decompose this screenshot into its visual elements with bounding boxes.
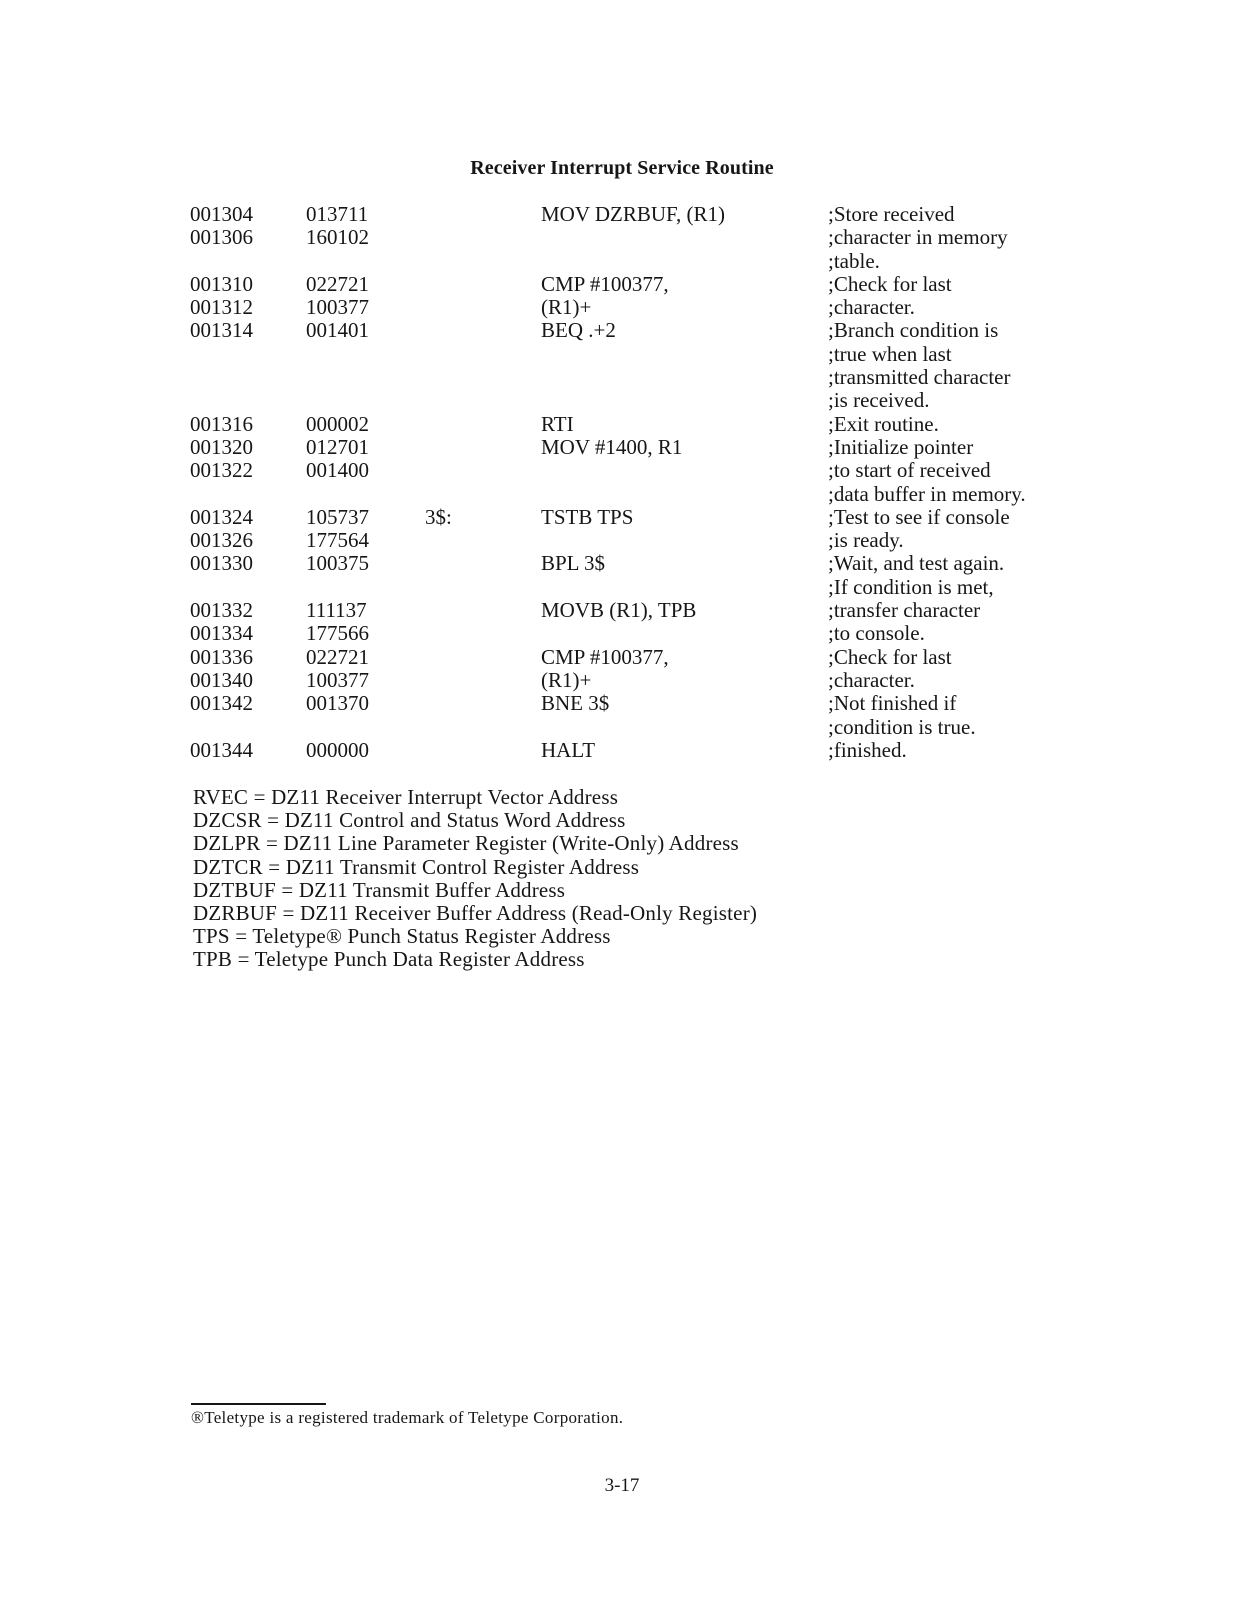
page-number: 3-17 <box>604 1475 640 1496</box>
instruction: CMP #100377, <box>541 644 669 669</box>
address: 001316 <box>190 411 253 436</box>
definition-line: TPS = Teletype® Punch Status Register Address <box>193 924 611 949</box>
label: 3$: <box>425 504 452 529</box>
octal-code: 001370 <box>306 691 369 716</box>
listing-row <box>0 483 1244 506</box>
comment: ;character. <box>828 667 915 692</box>
instruction: BNE 3$ <box>541 691 610 716</box>
definition-line: DZLPR = DZ11 Line Parameter Register (Write-Only) Address <box>193 831 739 856</box>
address: 001304 <box>190 202 253 226</box>
octal-code: 001401 <box>306 318 369 343</box>
listing-row <box>0 250 1244 273</box>
address: 001326 <box>190 528 253 553</box>
address: 001330 <box>190 551 253 576</box>
octal-code: 100375 <box>306 551 369 576</box>
octal-code: 105737 <box>306 504 369 529</box>
comment: ;is ready. <box>828 528 904 553</box>
listing-row <box>0 669 1244 692</box>
octal-code: 001400 <box>306 458 369 483</box>
listing-row <box>0 622 1244 645</box>
instruction: (R1)+ <box>541 667 592 692</box>
comment: ;table. <box>828 248 880 273</box>
listing-row <box>0 646 1244 669</box>
octal-code: 100377 <box>306 295 369 320</box>
address: 001334 <box>190 621 253 646</box>
address: 001314 <box>190 318 253 343</box>
comment: ;condition is true. <box>828 714 976 739</box>
comment: ;character. <box>828 295 915 320</box>
comment: ;finished. <box>828 737 907 762</box>
page-title: Receiver Interrupt Service Routine <box>470 157 774 179</box>
definition-line: DZTCR = DZ11 Transmit Control Register Address <box>193 854 640 879</box>
comment: ;Not finished if <box>828 691 957 716</box>
comment: ;is received. <box>828 388 930 413</box>
listing-row <box>0 599 1244 622</box>
octal-code: 100377 <box>306 667 369 692</box>
comment: ;transmitted character <box>828 365 1011 390</box>
footnote-rule <box>191 1403 326 1405</box>
definition-line: RVEC = DZ11 Receiver Interrupt Vector Address <box>193 785 619 809</box>
symbol-definitions <box>193 786 757 972</box>
listing-row <box>0 203 1244 226</box>
instruction: HALT <box>541 737 596 762</box>
comment: ;Exit routine. <box>828 411 939 436</box>
listing-row <box>0 552 1244 575</box>
instruction: TSTB TPS <box>541 504 634 529</box>
instruction: CMP #100377, <box>541 271 669 296</box>
address: 001310 <box>190 271 253 296</box>
octal-code: 177564 <box>306 528 369 553</box>
comment: ;Initialize pointer <box>828 434 974 459</box>
instruction: BPL 3$ <box>541 551 605 576</box>
definition-line: TPB = Teletype Punch Data Register Address <box>193 947 585 972</box>
octal-code: 022721 <box>306 644 369 669</box>
listing-row <box>0 296 1244 319</box>
octal-code: 160102 <box>306 225 369 250</box>
address: 001336 <box>190 644 253 669</box>
instruction: MOV DZRBUF, (R1) <box>541 202 726 226</box>
listing-row <box>0 389 1244 412</box>
address: 001324 <box>190 504 253 529</box>
octal-code: 000002 <box>306 411 369 436</box>
comment: ;Branch condition is <box>828 318 999 343</box>
comment: ;to start of received <box>828 458 991 483</box>
comment: ;character in memory <box>828 225 1008 250</box>
listing-row <box>0 319 1244 342</box>
listing-row <box>0 436 1244 459</box>
listing-row <box>0 413 1244 436</box>
address: 001332 <box>190 598 253 623</box>
listing-row <box>0 576 1244 599</box>
listing-row <box>0 716 1244 739</box>
footnote: ®Teletype is a registered trademark of Teletype Corporation. <box>191 1408 624 1427</box>
listing-row <box>0 739 1244 762</box>
definition-line: DZRBUF = DZ11 Receiver Buffer Address (Read-Only Register) <box>193 901 758 926</box>
comment: ;If condition is met, <box>828 574 994 599</box>
octal-code: 111137 <box>306 598 367 623</box>
listing-row <box>0 366 1244 389</box>
address: 001320 <box>190 434 253 459</box>
address: 001322 <box>190 458 253 483</box>
instruction: MOVB (R1), TPB <box>541 598 697 623</box>
address: 001340 <box>190 667 253 692</box>
address: 001344 <box>190 737 253 762</box>
address: 001306 <box>190 225 253 250</box>
address: 001312 <box>190 295 253 320</box>
comment: ;Store received <box>828 202 955 226</box>
octal-code: 012701 <box>306 434 369 459</box>
instruction: MOV #1400, R1 <box>541 434 683 459</box>
listing-row <box>0 273 1244 296</box>
address: 001342 <box>190 691 253 716</box>
comment: ;true when last <box>828 341 952 366</box>
comment: ;Test to see if console <box>828 504 1010 529</box>
listing-row <box>0 459 1244 482</box>
code-listing <box>0 203 1244 762</box>
comment: ;Check for last <box>828 644 952 669</box>
definition-line: DZCSR = DZ11 Control and Status Word Address <box>193 808 626 833</box>
listing-row <box>0 529 1244 552</box>
listing-row <box>0 506 1244 529</box>
comment: ;to console. <box>828 621 925 646</box>
instruction: (R1)+ <box>541 295 592 320</box>
comment: ;Wait, and test again. <box>828 551 1005 576</box>
listing-row <box>0 226 1244 249</box>
definition-line: DZTBUF = DZ11 Transmit Buffer Address <box>193 877 566 902</box>
instruction: RTI <box>541 411 574 436</box>
comment: ;data buffer in memory. <box>828 481 1026 506</box>
comment: ;transfer character <box>828 598 981 623</box>
instruction: BEQ .+2 <box>541 318 616 343</box>
octal-code: 022721 <box>306 271 369 296</box>
octal-code: 013711 <box>306 202 369 226</box>
octal-code: 177566 <box>306 621 369 646</box>
listing-row <box>0 692 1244 715</box>
listing-row <box>0 343 1244 366</box>
octal-code: 000000 <box>306 737 369 762</box>
comment: ;Check for last <box>828 271 952 296</box>
